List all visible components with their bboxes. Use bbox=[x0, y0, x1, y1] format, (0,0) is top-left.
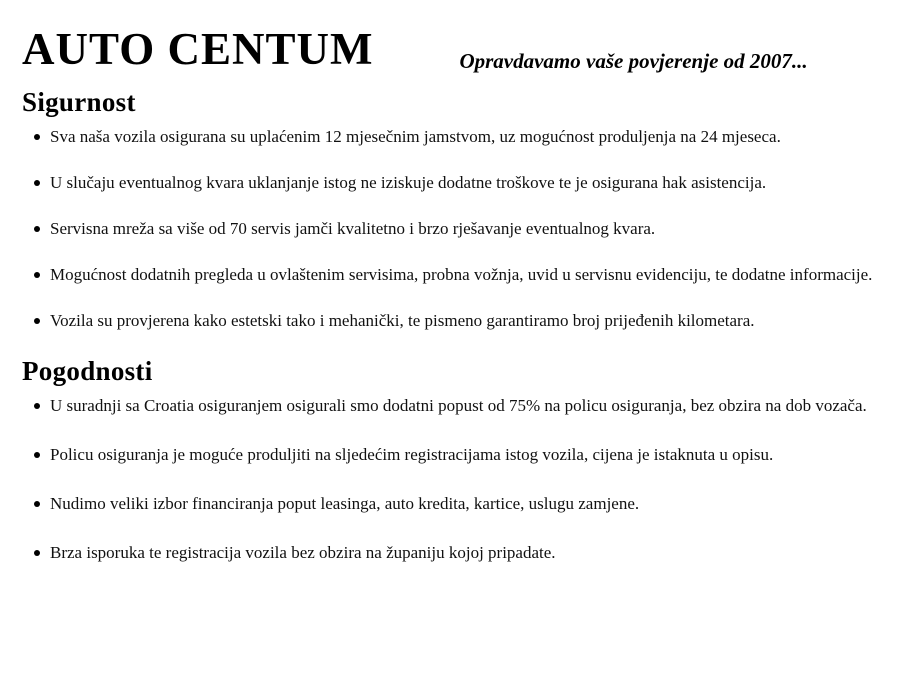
list-item bbox=[22, 218, 888, 241]
bullet-list-sigurnost bbox=[22, 126, 888, 333]
list-item bbox=[22, 444, 888, 467]
section-sigurnost bbox=[22, 87, 888, 333]
list-item-text: Policu osiguranja je moguće produljiti na sljedećim registracijama istog vozila, cijena je istaknuta u opisu. bbox=[50, 444, 774, 464]
document-header bbox=[22, 26, 888, 73]
list-item-text: Servisna mreža sa više od 70 servis jamči kvalitetno i brzo rješavanje eventualnog kvara. bbox=[50, 219, 656, 239]
list-item-text: U slučaju eventualnog kvara uklanjanje istog ne iziskuje dodatne troškove te je osigurana hak asistencija. bbox=[50, 173, 767, 193]
list-item-text: Sva naša vozila osigurana su uplaćenim 12 mjesečnim jamstvom, uz mogućnost produljenja na 24 mjeseca. bbox=[50, 127, 781, 147]
bullet-dot-icon bbox=[34, 550, 40, 556]
list-item bbox=[22, 126, 888, 149]
bullet-dot-icon bbox=[34, 134, 40, 140]
list-item bbox=[22, 310, 888, 333]
list-item-text: Nudimo veliki izbor financiranja poput leasinga, auto kredita, kartice, uslugu zamjene. bbox=[50, 493, 640, 513]
bullet-dot-icon bbox=[34, 501, 40, 507]
list-item bbox=[22, 542, 888, 565]
list-item-text: Mogućnost dodatnih pregleda u ovlaštenim servisima, probna vožnja, uvid u servisnu evidenciju, te dodatne informacije. bbox=[50, 265, 873, 285]
bullet-dot-icon bbox=[34, 318, 40, 324]
company-name: AUTO CENTUM bbox=[22, 24, 374, 74]
bullet-dot-icon bbox=[34, 403, 40, 409]
list-item bbox=[22, 395, 888, 418]
bullet-dot-icon bbox=[34, 226, 40, 232]
section-pogodnosti bbox=[22, 356, 888, 565]
bullet-dot-icon bbox=[34, 180, 40, 186]
bullet-dot-icon bbox=[34, 272, 40, 278]
list-item-text: Vozila su provjerena kako estetski tako i mehanički, te pismeno garantiramo broj prijeđenih kilometara. bbox=[50, 311, 755, 330]
section-title-sigurnost: Sigurnost bbox=[22, 87, 136, 118]
list-item-text: Brza isporuka te registracija vozila bez obzira na županiju kojoj pripadate. bbox=[50, 542, 556, 562]
list-item bbox=[22, 264, 888, 287]
list-item bbox=[22, 172, 888, 195]
list-item-text: U suradnji sa Croatia osiguranjem osigurali smo dodatni popust od 75% na policu osiguranja, bez obzira na dob vozača. bbox=[50, 395, 867, 415]
bullet-dot-icon bbox=[34, 452, 40, 458]
section-title-pogodnosti: Pogodnosti bbox=[22, 355, 153, 386]
list-item bbox=[22, 493, 888, 516]
bullet-list-pogodnosti bbox=[22, 395, 888, 565]
company-tagline: Opravdavamo vaše povjerenje od 2007... bbox=[459, 49, 808, 73]
